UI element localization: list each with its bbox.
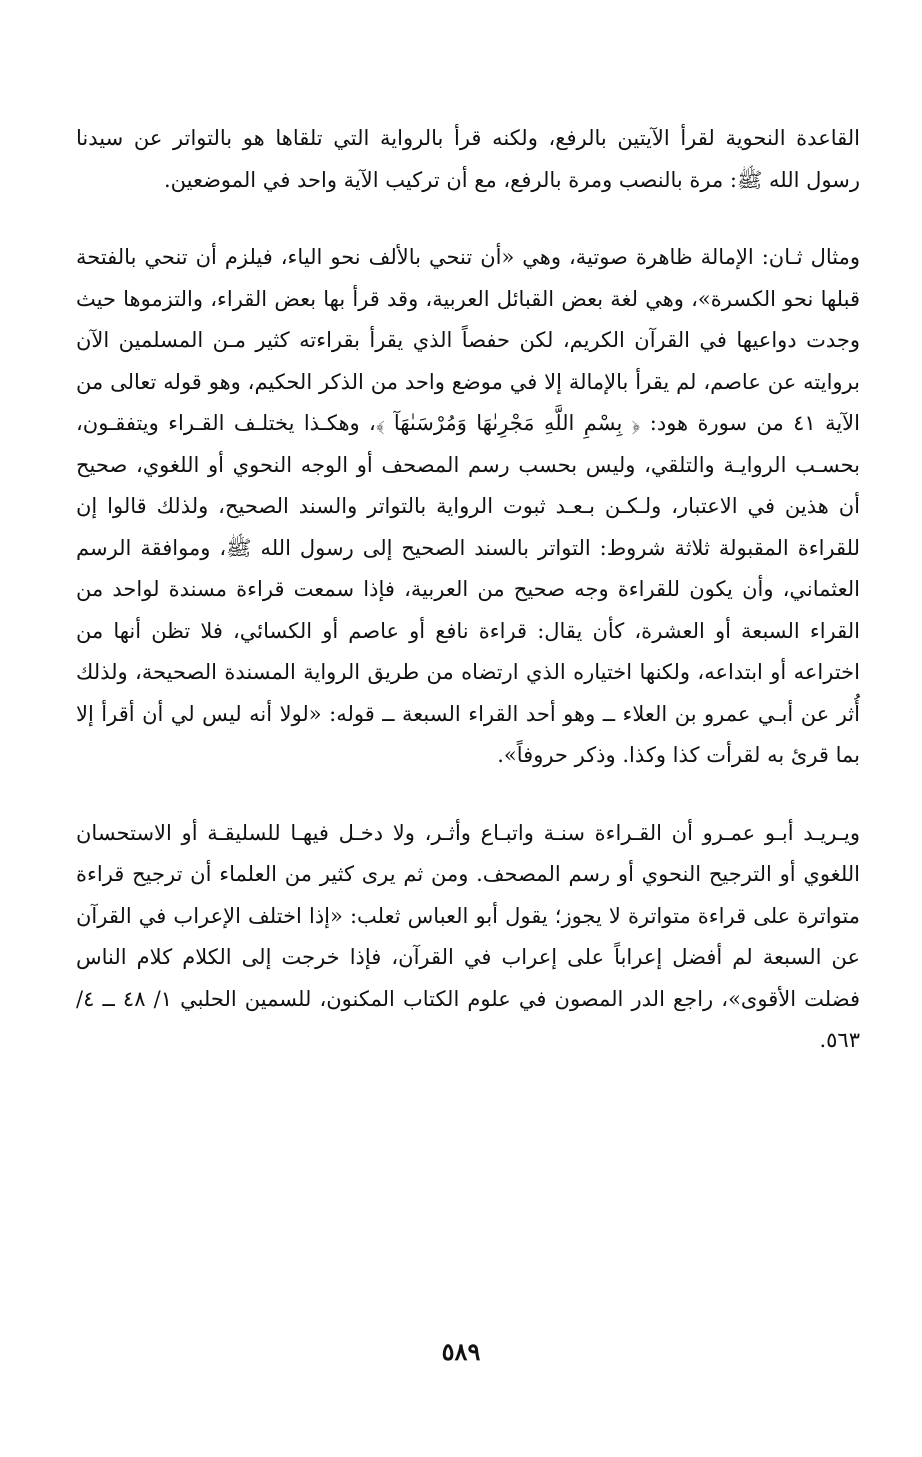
page-number: ٥٨٩ xyxy=(441,1337,481,1366)
paragraph-1: القاعدة النحوية لقرأ الآيتين بالرفع، ولكنه قرأ بالرواية التي تلقاها هو بالتواتر عن سيدنا رسول الله ﷺ: مرة بالنصب ومرة بالرفع، مع أن تركيب الآية واحد في الموضعين. xyxy=(76,126,860,192)
paragraph-3: ويـريـد أبـو عمـرو أن القـراءة سنـة واتبـاع وأثـر، ولا دخـل فيهـا للسليقـة أو الاستحسان اللغوي أو الترجيح النحوي أو رسم المصحف. ومن ثم يرى كثير من العلماء أن ترجيح قراءة متواترة على قراءة متواترة لا يجوز؛ يقول أبو العباس ثعلب: «إذا اختلف الإعراب في القرآن عن السبعة لم أفضل إعراباً على إعراب في القرآن، فإذا خرجت إلى الكلام كلام الناس فضلت الأقوى»، راجع الدر المصون في علوم الكتاب المكنون، للسمين الحلبي ١/ ٤٨ ــ ٤/ ٥٦٣. xyxy=(76,820,860,1052)
paragraph-2: ومثال ثـان: الإمالة ظاهرة صوتية، وهي «أن تنحي بالألف نحو الياء، فيلزم أن تنحي بالفتحة قبلها نحو الكسرة»، وهي لغة بعض القبائل العربية، وقد قرأ بها بعض القراء، والتزموها حيث وجدت دواعيها في القرآن الكريم، لكن حفصاً الذي يقرأ بقراءته كثير مـن المسلمين الآن بروايته عن عاصم، لم يقرأ بالإمالة إلا في موضع واحد من الذكر الحكيم، وهو قوله تعالى من الآية ٤١ من سورة هود: ﴿ بِسْمِ اللَّهِ مَجْرِىٰهَا وَمُرْسَىٰهَآ ﴾، وهكـذا يختلـف القـراء ويتفقـون، بحسـب الروايـة والتلقي، وليس بحسب رسم المصحف أو الوجه النحوي أو اللغوي، صحيح أن هذين في الاعتبار، ولـكـن بـعـد ثبوت الرواية بالتواتر والسند الصحيح، ولذلك قالوا إن للقراءة المقبولة ثلاثة شروط: التواتر بالسند الصحيح إلى رسول الله ﷺ، وموافقة الرسم العثماني، وأن يكون للقراءة وجه صحيح من العربية، فإذا سمعت قراءة مسندة لواحد من القراء السبعة أو العشرة، كأن يقال: قراءة نافع أو عاصم أو الكسائي، فلا تظن أنها من اختراعه أو ابتداعه، ولكنها اختياره الذي ارتضاه من طريق الرواية المسندة الصحيحة، ولذلك أُثر عن أبـي عمرو بن العلاء ــ وهو أحد القراء السبعة ــ قوله: «لولا أنه ليس لي أن أقرأ إلا بما قرئ به لقرأت كذا وكذا. وذكر حروفاً». xyxy=(76,245,860,767)
page-body xyxy=(76,118,860,1062)
